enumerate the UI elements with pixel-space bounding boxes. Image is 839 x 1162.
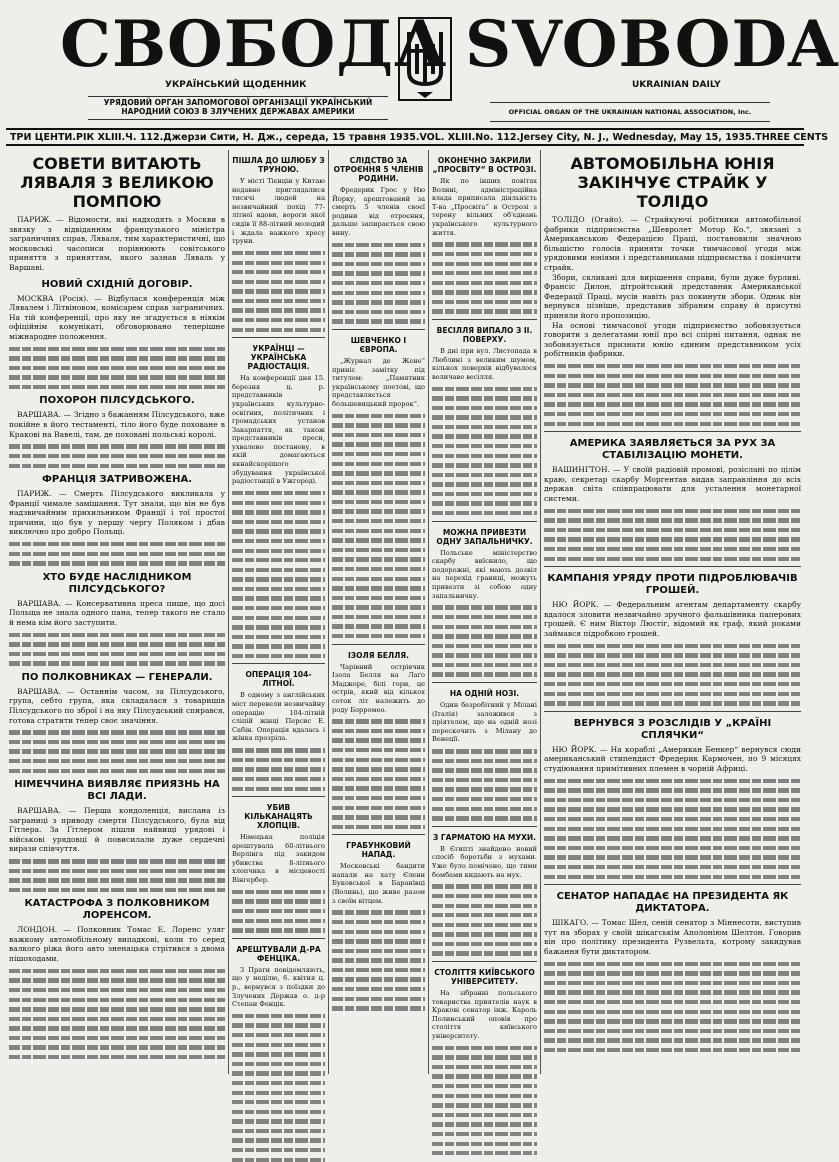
subhead-pilsudski-funeral: ПОХОРОН ПІЛСУДСЬКОГО.: [39, 395, 195, 407]
subhead-kyiv-university: СТОЛІТТЯ КИЇВСЬКОГО УНІВЕРСИТЕТУ.: [434, 967, 535, 986]
subhead-successor: ХТО БУДЕ НАСЛІДНИКОМ ПІЛСУДСЬКОГО?: [42, 571, 192, 595]
official-organ-ukrainian: УРЯДОВИЙ ОРГАН ЗАПОМОГОВОЇ ОРГАНІЗАЦІЇ УКРАЇНСЬКИЙ НАРОДНИЙ СОЮЗ В ЗЛУЧЕНИХ ДЕРЖАВАХ АМЕРИКИ: [103, 98, 373, 116]
issue-number-english: No. 112.: [475, 131, 521, 143]
masthead: [0, 0, 839, 152]
article-text: В Єгипті знайдено новий спосіб боротьби з мухами. Уже було помічено, що тими бомбами кидають на мух.: [432, 844, 537, 879]
subhead-senator-dictator: СЕНАТОР НАПАДАЄ НА ПРЕЗИДЕНТА ЯК ДИКТАТОРА.: [556, 891, 789, 915]
subhead-isola-bella: ІЗОЛЯ БЕЛЛЯ.: [347, 650, 410, 660]
article-text: Як по інших повітах Волині, адміністраційна влада приписала діяльність Т-ва „Просвіта“ в Острозі з терену вільних об'єднань українського культурного життя.: [432, 177, 537, 237]
article-text: НЮ ЙОРК. — Федеральним агентам департаменту скарбу вдалося зловити незвичайно зручного фальшівника паперових грошей. Є ним Віктор Люстіг, відомий як граф, який роками займався підробкою грошей.: [544, 600, 801, 638]
subhead-radio-station: УКРАЇНЦІ — УКРАЇНСЬКА РАДІОСТАЦІЯ.: [247, 344, 310, 372]
article-text: Німецька поліція арештувала 60-літнього Верлінга під закидом убивства 8-літнього хлопчика в місцевості Вінгербер.: [232, 833, 325, 885]
article-text: ПАРИЖ. — Відомости, які надходять з Москви в звязку з відвіданням французького міністра заграничних справ, Лявaля, тим характеристичні, що московські часописи порівнюють совітського приняття з приняттям, якого зазнав Ляваль у Варшаві.: [9, 215, 225, 272]
article-text: ВАШИНГТОН. — У своїй радіовій промові, розіслані по цілім краю, секретар скарбу Моргентав видав заправління до всіх держав світа співпрацювати для усталення монетарної системи.: [544, 465, 801, 503]
article-text: Чарівний острівчик Ізола Белля на Лаґо Маджоре, білі гори, це острів, який від кількох соток літ належить до роду Борромео.: [332, 662, 425, 714]
article-text: На основі тимчасової угоди підприємство зобовязується говорити з делегатами юнії про всі спірні питання, однак не зобовязується признати юнію єдиним представником усіх робітників фабрики.: [544, 320, 801, 359]
subhead-robbery: ГРАБУНКОВИЙ НАПАД.: [346, 841, 411, 860]
column-4: [428, 150, 540, 1074]
article-text: У місті Тієнцін у Китаю недавно приглядалися тисячі людей на незвичайний похід 77-літної вдови, вороги якої сидів її 88-літний молодий і ждала важкого хресу труни.: [232, 177, 325, 246]
subhead-wedding-fall: ВЕСІЛЛЯ ВИПАЛО З II. ПОВЕРХУ.: [436, 325, 533, 344]
trident-emblem-icon: [395, 14, 455, 104]
article-text: ПАРИЖ. — Смерть Пілсудського викликала у Франції чимале замішання. Тут знали, що він не був надзвичайним прихильником Франції і тої простої причини, що був у першу чергу Поляком і дбав виключно про добро Польщі.: [9, 488, 225, 537]
masthead-title-english: SVOBODA: [465, 7, 839, 82]
column-2: [228, 150, 328, 1074]
subhead-shevchenko-europe: ШЕВЧЕНКО І ЄВРОПА.: [350, 335, 407, 354]
subhead-arrest-fentsik: АРЕШТУВАЛИ Д-РА ФЕНЦІКА.: [236, 944, 321, 963]
subhead-eastern-pact: НОВИЙ СХІДНІЙ ДОГОВІР.: [41, 278, 193, 290]
article-text: ЛОНДОН. — Полковник Томас Е. Лоренс уляг важкому автомобільному випадкові, коли то серед валкого ріжа його авто зненацька стрітився з двома пішоходами.: [9, 925, 225, 964]
news-columns: [6, 150, 804, 1074]
article-text: „Журнал де Жене“ приніс замітку під титулом: „Памятник українському поетові, що представляється большевицький пророк“.: [332, 356, 425, 408]
column-1: [6, 150, 228, 1074]
masthead-title-ukrainian: СВОБОДА: [60, 7, 448, 82]
subhead-counterfeiters: КАМПАНІЯ УРЯДУ ПРОТИ ПІДРОБЛЮВАЧІВ ГРОШЕЙ.: [547, 573, 798, 597]
article-text: ШІКАГО. — Томас Шел, сеній сенатор з Міннесоти, виступив тут на зборах у своїй шікагськім Аполоніюм Шелтон. Говорив він про політику президента Рузвельта, котрому закидував бажання бути диктатором.: [544, 918, 801, 956]
subhead-sleeping-country: ВЕРНУВСЯ З РОЗСЛІДІВ У „КРАЇНІ СПЛЯЧКИ“: [573, 717, 772, 741]
subhead-lighter: МОЖНА ПРИВЕЗТИ ОДНУ ЗАПАЛЬНИЧКУ.: [436, 527, 533, 546]
headline-soviets-laval: СОВЕТИ ВИТАЮТЬ ЛЯВАЛЯ З ВЕЛИКОЮ ПОМПОЮ: [20, 154, 214, 211]
article-text: Польське міністерство скарбу виїснило, що подорожні, які мають дозвіл на перехід границі, можуть привезти зі собою одну запальничку.: [432, 548, 537, 600]
article-text: ВАРШАВА. — Перша кондоленція, вислана із заграниці з приводу смерти Пілсудського, була від Гітлера. За Гітлером пішли найвищі урядові і військові урядовці й повисилали дуже сердечні вирази співчуття.: [9, 806, 225, 854]
subhead-killer: УБИВ КІЛЬКАНАЦЯТЬ ХЛОПЦІВ.: [244, 803, 313, 831]
official-organ-english: OFFICIAL ORGAN OF THE UKRAINIAN NATIONAL ASSOCIATION, Inc.: [508, 108, 752, 116]
subhead-currency: АМЕРИКА ЗАЯВЛЯЄТЬСЯ ЗА РУХ ЗА СТАБІЛІЗАЦІЮ МОНЕТИ.: [569, 438, 776, 462]
price-english: THREE CENTS: [755, 131, 829, 143]
article-text: МОСКВА (Росія). — Відбулася конференція між Лявалем і Літвіновом, комісарем справ заграничних. На тій конференції, про яку не згадується в ніякім офіційнім комунікаті, обговорювано теперішне міжнародне положення.: [9, 293, 225, 341]
masthead-subtitle-ukrainian: УКРАЇНСЬКИЙ ЩОДЕННИК: [165, 80, 307, 90]
subhead-cannon-flies: З ГАРМАТОЮ НА МУХИ.: [432, 832, 537, 842]
article-text: Фредерик Грос у Ню Йорку, арештований за смерть 5 членів своєї родини від отроєння, дальше запирається свою вину.: [332, 186, 425, 237]
subhead-operation: ОПЕРАЦІЯ 104-ЛІТНОЇ.: [245, 670, 312, 689]
article-text: ТОЛІДО (Огайо). — Страйкуючі робітники автомобільної фабрики підприємства „Шеврoлет Мотор Ко.“, звязані з Американською Федерацією Праці, постановили значною більшістю голосів приняти точки тимчасової угоди між урядовими юніями і представниками підприємства і покінчити страйк.: [544, 215, 801, 272]
subhead-prosvita-closed: ОКОНЕЧНО ЗАКРИЛИ „ПРОСВІТУ“ В ОСТРОЗІ.: [432, 156, 537, 174]
subhead-france-alarmed: ФРАНЦІЯ ЗАТРИВОЖЕНА.: [42, 473, 192, 485]
article-text: НЮ ЙОРК. — На кораблі „Американ Бенкер“ вернувся сюди американський стипендист Фредерик Кармочен, по 9 місяцях студіювання примітивних племен в чорній Африці.: [544, 744, 801, 773]
article-text: ВАРШАВА. — Згідно з бажанням Пілсудського, вже покійне в його тестаменті, тіло його буде поховане в Кракові на Вавелі, там, де поховані польські королі.: [9, 410, 225, 439]
article-text: На конференції дня 15. березня ц. р. представників українських культурно-освітних, політичних і громадських установ Закарпаття, як також представників преси, ухвалено постанову, в якій домагаються якнайскорішого збудування української радіостанції в Ужгороді.: [232, 374, 325, 486]
subhead-poisoning: СЛІДСТВО ЗА ОТРОЄННЯ 5 ЧЛЕНІВ РОДИНИ.: [333, 156, 424, 183]
column-3: [328, 150, 428, 1074]
subhead-one-leg: НА ОДНІЙ НОЗІ.: [449, 689, 520, 698]
masthead-subtitle-english: UKRAINIAN DAILY: [632, 80, 721, 90]
headline-toledo-strike: АВТОМОБІЛЬНА ЮНІЯ ЗАКІНЧУЄ СТРАЙК У ТОЛІДО: [570, 154, 775, 211]
article-text: В одному з англійських міст перевели незвичайну операцію 104-літній сліпій жінці Персис Е. Сабін. Операція вдалась і жінка прозріла.: [232, 691, 325, 743]
article-text: В дні при вул. Листопада в Люблині з великим шумом, кількох поверхів відбувалося величаве весілля.: [432, 346, 537, 381]
dateline: [6, 128, 829, 146]
article-text: Московські бандити напали на хату Єлени Буковської в Баранівці (Волинь), що живе разом з своїм вітцем.: [332, 862, 425, 905]
subhead-wedding-coffin: ПІШЛА ДО ШЛЮБУ З ТРУНОЮ.: [232, 156, 325, 174]
column-5: [540, 150, 804, 1074]
price-ukrainian: ТРИ ЦЕНТИ.: [10, 131, 76, 143]
year-ukrainian: РІК XLIII.: [76, 131, 126, 143]
article-text: З Праги повідомляють, що у неділю, 6. квітня ц. р., вернувся з поїздки до Злучених Держав о. д-р Степан Фенцік.: [232, 965, 325, 1009]
article-text: ВАРШАВА. — Останнім часом, за Пілсудського, група, себто група, яка складалася з товаришів Пілсудського по зброї і на яку Пілсудський спирався, готова стратити тепер своє значіння.: [9, 686, 225, 725]
place-date-english: Jersey City, N. J., Wednesday, May 15, 1935.: [520, 131, 756, 143]
subhead-lawrence-accident: КАТАСТРОФА З ПОЛКОВНИКОМ ЛОРЕНСОМ.: [24, 898, 210, 922]
article-text: Один безробітний у Мілані (Італія) заложився з пріятелем, що на одній нозі перескочить з Мілану до Венеції.: [432, 701, 537, 744]
article-text: Збори, скликані для вирішення справи, були дуже бурливі. Франсіс Дилон, дітройтський представник Американської Федерації Праці, мусів навіть раз покинути збори. Однак він вернувся пізніше, представив зібраним справу й присутні приняли його пропозицію.: [544, 272, 801, 320]
article-text: ВАРШАВА. — Консервативна преса пише, що досі Польща не знала одного пана, тепер такого не стало й нема кім його заступити.: [9, 598, 225, 627]
place-date-ukrainian: Джерзи Сити, Н. Дж., середа, 15 травня 1935.: [163, 131, 420, 143]
volume-english: VOL. XLIII.: [419, 131, 476, 143]
article-text: На зібранні польського товариства приятелів наук в Кракові сенатор інж. Кароль Полинський оповів про століття київського університету.: [432, 988, 537, 1040]
subhead-germany-friendship: НІМЕЧЧИНА ВИЯВЛЯЄ ПРИЯЗНЬ НА ВСІ ЛАДИ.: [14, 779, 220, 802]
issue-number-ukrainian: Ч. 112.: [125, 131, 164, 143]
subhead-generals: ПО ПОЛКОВНИКАХ — ГЕНЕРАЛИ.: [21, 671, 213, 683]
